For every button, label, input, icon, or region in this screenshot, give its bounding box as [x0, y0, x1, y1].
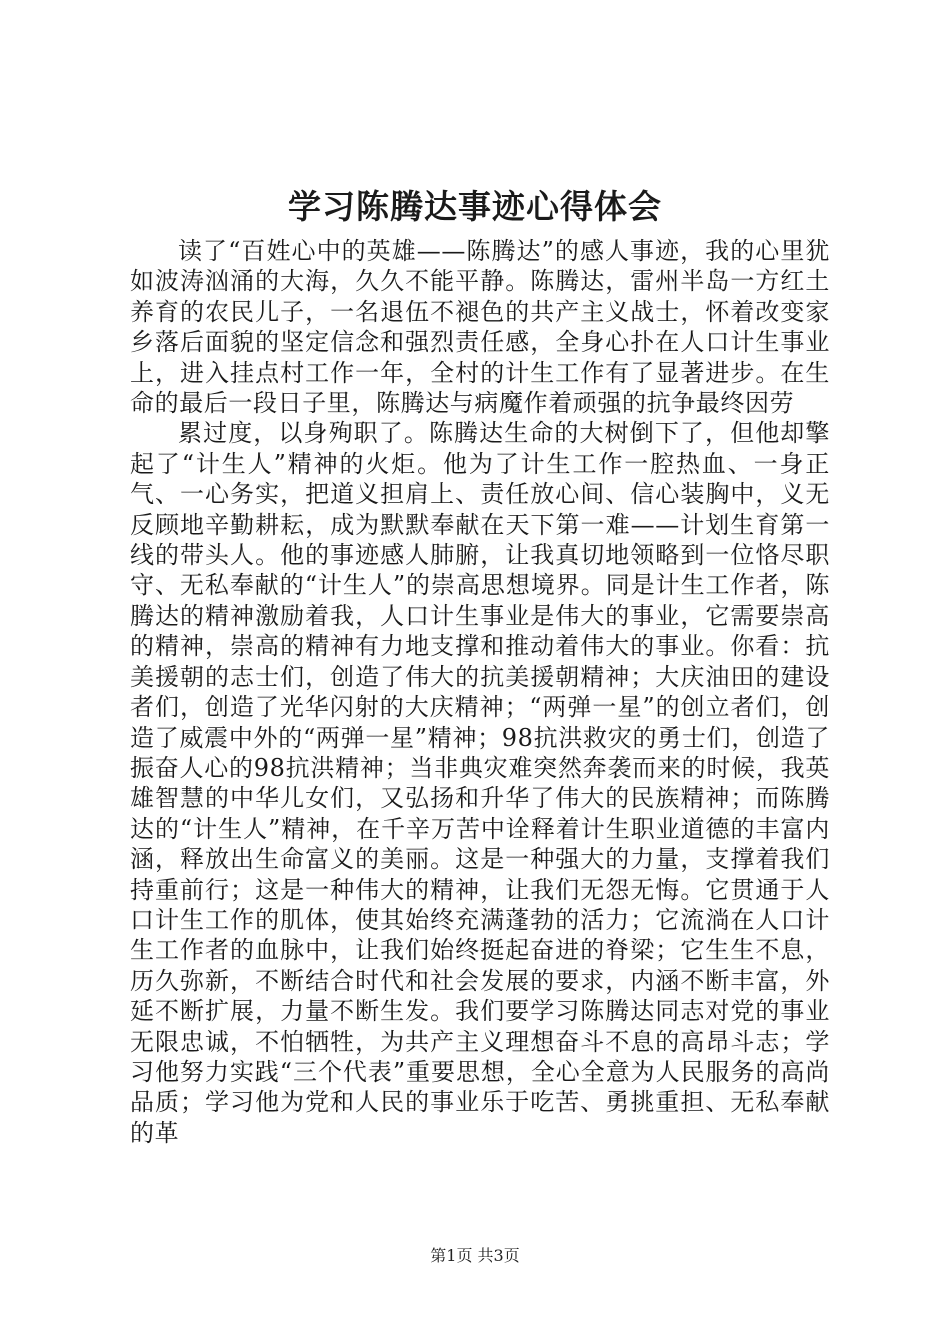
page-number-footer: 第1页 共3页: [430, 1246, 520, 1265]
document-title: 学习陈腾达事迹心得体会: [288, 187, 662, 226]
paragraph-1: 读了“百姓心中的英雄——陈腾达”的感人事迹，我的心里犹如波涛汹涌的大海，久久不能平静。陈腾达，雷州半岛一方红土养育的农民儿子，一名退伍不褪色的共产主义战士，怀着改变家乡落后面貌的坚定信念和强烈责任感，全身心扑在人口计生事业上，进入挂点村工作一年，全村的计生工作有了显著进步。在生命的最后一段日子里，陈腾达与病魔作着顽强的抗争最终因劳: [130, 237, 830, 418]
document-body: [130, 236, 830, 1148]
paragraph-2: 累过度，以身殉职了。陈腾达生命的大树倒下了，但他却擎起了“计生人”精神的火炬。他为了计生工作一腔热血、一身正气、一心务实，把道义担肩上、责任放心间、信心装胸中，义无反顾地辛勤耕耘，成为默默奉献在天下第一难——计划生育第一线的带头人。他的事迹感人肺腑，让我真切地领略到一位恪尽职守、无私奉献的“计生人”的崇高思想境界。同是计生工作者，陈腾达的精神激励着我，人口计生事业是伟大的事业，它需要崇高的精神，崇高的精神有力地支撑和推动着伟大的事业。你看：抗美援朝的志士们，创造了伟大的抗美援朝精神；大庆油田的建设者们，创造了光华闪射的大庆精神；“两弹一星”的创立者们，创造了威震中外的“两弹一星”精神；98抗洪救灾的勇士们，创造了振奋人心的98抗洪精神；当非典灾难突然奔袭而来的时候，我英雄智慧的中华儿女们，又弘扬和升华了伟大的民族精神；而陈腾达的“计生人”精神，在千辛万苦中诠释着计生职业道德的丰富内涵，释放出生命富义的美丽。这是一种强大的力量，支撑着我们持重前行；这是一种伟大的精神，让我们无怨无悔。它贯通于人口计生工作的肌体，使其始终充满蓬勃的活力；它流淌在人口计生工作者的血脉中，让我们始终挺起奋进的脊梁；它生生不息，历久弥新，不断结合时代和社会发展的要求，内涵不断丰富，外延不断扩展，力量不断生发。我们要学习陈腾达同志对党的事业无限忠诚，不怕牺牲，为共产主义理想奋斗不息的高昂斗志；学习他努力实践“三个代表”重要思想，全心全意为人民服务的高尚品质；学习他为党和人民的事业乐于吃苦、勇挑重担、无私奉献的革: [130, 419, 830, 1147]
